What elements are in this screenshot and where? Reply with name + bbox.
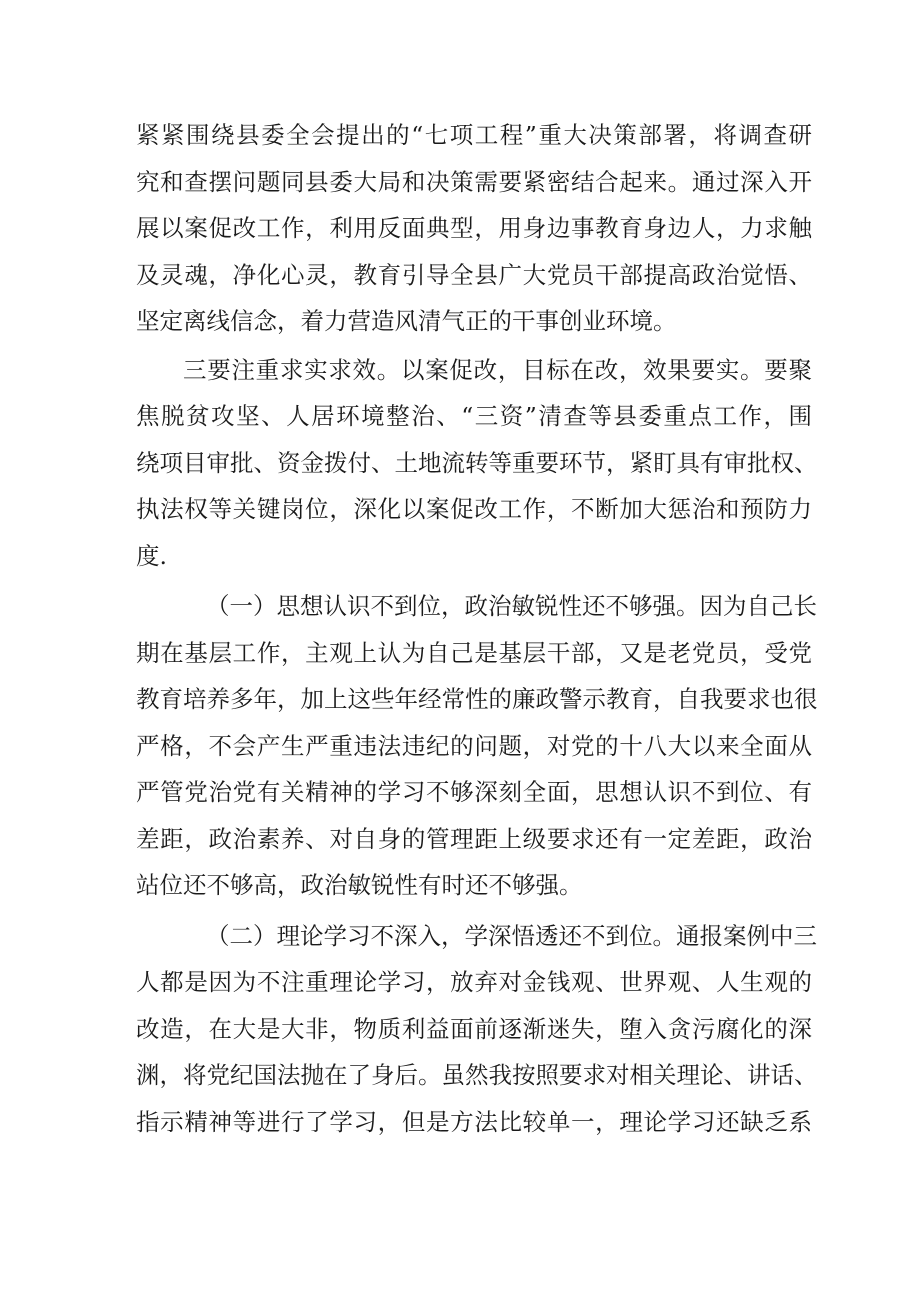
- text-line: 严管党治党有关精神的学习不够深刻全面，思想认识不到位、有: [136, 778, 812, 806]
- text-line: 及灵魂，净化心灵，教育引导全县广大党员干部提高政治觉悟、: [136, 260, 812, 289]
- text-line: 期在基层工作，主观上认为自己是基层干部，又是老党员，受党: [136, 638, 812, 667]
- text-line: 究和查摆问题同县委大局和决策需要紧密结合起来。通过深入开: [136, 167, 812, 196]
- text-line: 严格，不会产生严重违法违纪的问题，对党的十八大以来全面从: [136, 731, 812, 760]
- paragraph: [136, 347, 818, 580]
- text-line: 渊，将党纪国法抛在了身后。虽然我按照要求对相关理论、讲话、: [136, 1061, 818, 1089]
- text-line: 坚定离线信念，着力营造风清气正的干事创业环境。: [136, 307, 677, 335]
- text-line: 差距，政治素养、对自身的管理距上级要求还有一定差距，政治: [136, 824, 812, 853]
- text-line: 度.: [136, 541, 167, 570]
- text-line: 展以案促改工作，利用反面典型，用身边事教育身边人，力求触: [136, 214, 812, 242]
- text-line: 绕项目审批、资金拨付、土地流转等重要环节，紧盯具有审批权、: [136, 448, 818, 477]
- text-line: 指示精神等进行了学习，但是方法比较单一，理论学习还缺乏系: [136, 1107, 812, 1136]
- paragraph: [136, 112, 812, 345]
- text-line: 执法权等关键岗位，深化以案促改工作，不断加大惩治和预防力: [136, 495, 812, 523]
- paragraph: [136, 913, 818, 1146]
- text-line: （一）思想认识不到位，政治敏锐性还不够强。因为自己长: [206, 592, 817, 620]
- text-line: （二）理论学习不深入，学深悟透还不到位。通报案例中三: [206, 921, 817, 950]
- document-body: [136, 112, 818, 1145]
- text-line: 紧紧围绕县委全会提出的“七项工程”重大决策部署，将调查研: [136, 121, 812, 149]
- text-line: 三要注重求实求效。以案促改，目标在改，效果要实。要聚: [183, 355, 812, 384]
- text-line: 人都是因为不注重理论学习，放弃对金钱观、世界观、人生观的: [136, 968, 812, 996]
- text-line: 改造，在大是大非，物质利益面前逐渐迷失，堕入贪污腐化的深: [136, 1014, 812, 1043]
- text-line: 焦脱贫攻坚、人居环境整治、“三资”清查等县委重点工作，围: [136, 402, 812, 430]
- text-line: 教育培养多年，加上这些年经常性的廉政警示教育，自我要求也很: [136, 685, 818, 713]
- paragraph: [136, 583, 818, 909]
- text-line: 站位还不够高，政治敏锐性有时还不够强。: [136, 871, 583, 899]
